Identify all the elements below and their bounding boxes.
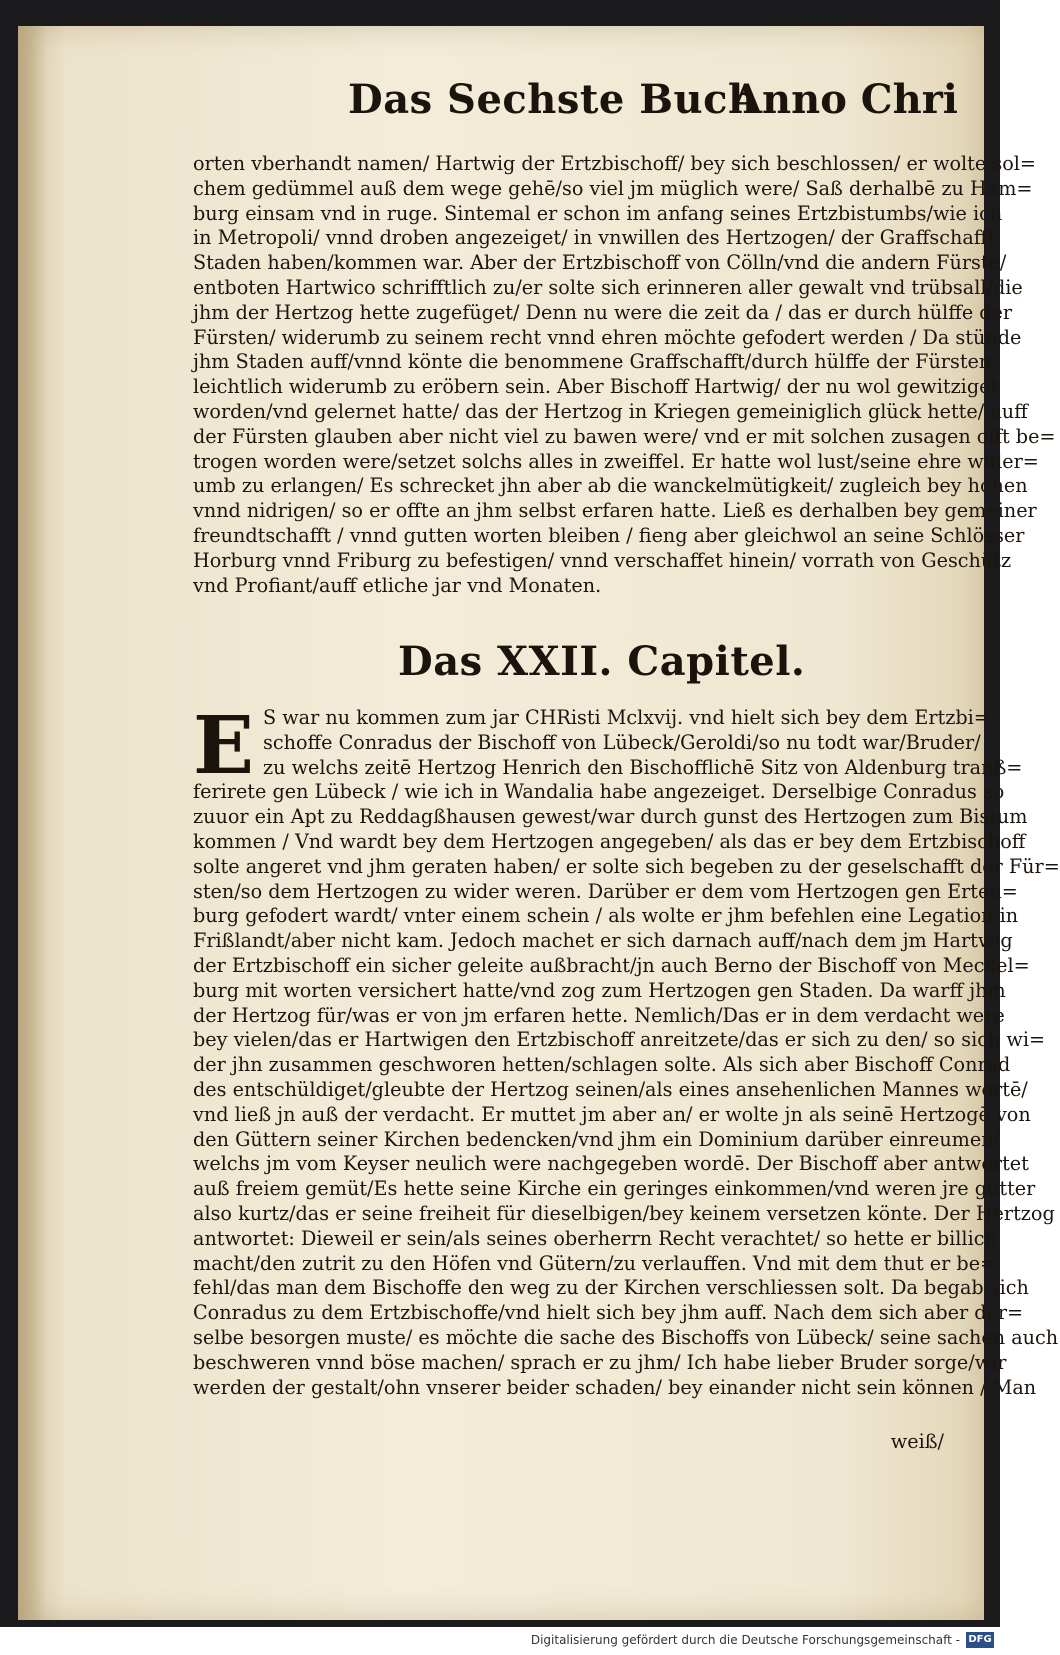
text-line: Conradus zu dem Ertzbischoffe/vnd hielt sich bey jhm auff. Nach dem sich aber der= (193, 1301, 1024, 1325)
text-line: also kurtz/das er seine freiheit für dieselbigen/bey keinem versetzen könte. Der Hertzog (193, 1201, 1055, 1225)
book-page (18, 26, 1060, 1620)
text-line: burg gefodert wardt/ vnter einem schein / als wolte er jhm befehlen eine Legation in (193, 904, 1019, 928)
running-header (348, 76, 958, 136)
text-line: Fürsten/ widerumb zu seinem recht vnnd ehren möchte gefodert werden / Da stünde (193, 325, 1022, 349)
text-line: Horburg vnnd Friburg zu befestigen/ vnnd verschaffet hinein/ vorrath von Geschütz (193, 548, 1012, 572)
text-line: trogen worden were/setzet solchs alles in zweiffel. Er hatte wol lust/seine ehre wider= (193, 449, 1039, 473)
paragraph-chapter-body (193, 698, 1060, 1400)
text-line: der jhn zusammen geschworen hetten/schlagen solte. Als sich aber Bischoff Conrad (193, 1053, 1011, 1077)
text-line: zuuor ein Apt zu Reddagßhausen gewest/war durch gunst des Hertzogen zum Bistum (193, 805, 1028, 829)
text-line: fehl/das man dem Bischoffe den weg zu der Kirchen verschliessen solt. Da begab sich (193, 1276, 1029, 1300)
text-line: burg mit worten versichert hatte/vnd zog zum Hertzogen gen Staden. Da warff jhm (193, 978, 1006, 1002)
text-line: der Fürsten glauben aber nicht viel zu bawen were/ vnd er mit solchen zusagen offt be= (193, 424, 1056, 448)
text-line: der Ertzbischoff ein sicher geleite außbracht/jn auch Berno der Bischoff von Meckel= (193, 953, 1030, 977)
text-line: vnnd nidrigen/ so er offte an jhm selbst erfaren hatte. Ließ es derhalben bey gemeiner (193, 499, 1037, 523)
text-line: vnd Profiant/auff etliche jar vnd Monaten. (193, 573, 602, 597)
text-line: freundtschafft / vnnd gutten worten bleiben / fieng aber gleichwol an seine Schlösser (193, 523, 1025, 547)
chapter-title: Das XXII. Capitel. (398, 638, 806, 685)
text-line: welchs jm vom Keyser neulich were nachgegeben wordē. Der Bischoff aber antwortet (193, 1152, 1029, 1176)
text-line: macht/den zutrit zu den Höfen vnd Gütern/zu verlauffen. Vnd mit dem thut er be= (193, 1251, 997, 1275)
text-line: solte angeret vnd jhm geraten haben/ er solte sich begeben zu der geselschafft der Für= (193, 854, 1060, 878)
text-line: umb zu erlangen/ Es schrecket jhn aber ab die wanckelmütigkeit/ zugleich bey hohen (193, 474, 1028, 498)
dfg-logo: DFG (966, 1632, 994, 1648)
drop-cap-initial: E (193, 698, 254, 792)
text-line: entboten Hartwico schrifftlich zu/er solte sich erinneren aller gewalt vnd trübsall/die (193, 275, 1023, 299)
footer-funding-text: Digitalisierung gefördert durch die Deutsche Forschungsgemeinschaft - (530, 1633, 960, 1647)
footer-bar (0, 1627, 1000, 1655)
text-line: den Güttern seiner Kirchen bedencken/vnd jhm ein Dominium darüber einreumen/ (193, 1127, 1001, 1151)
text-line: chem gedümmel auß dem wege gehē/so viel jm müglich were/ Saß derhalbē zu Ham= (193, 176, 1033, 200)
page-gutter (18, 26, 46, 1620)
text-line: ferirete gen Lübeck / wie ich in Wandalia habe angezeiget. Derselbige Conradus so (193, 780, 1005, 804)
text-line: in Metropoli/ vnnd droben angezeiget/ in vnwillen des Hertzogen/ der Graffschafft (193, 226, 996, 250)
text-line: orten vberhandt namen/ Hartwig der Ertzbischoff/ bey sich beschlossen/ er wolte sol= (193, 152, 1036, 175)
text-line: burg einsam vnd in ruge. Sintemal er schon im anfang seines Ertzbistumbs/wie ich (193, 201, 1003, 225)
text-line: der Hertzog für/was er von jm erfaren hette. Nemlich/Das er in dem verdacht were (193, 1003, 1005, 1027)
header-year-label: Anno Chri (731, 76, 958, 123)
text-line: jhm Staden auff/vnnd könte die benommene Graffschafft/durch hülffe der Fürsten (193, 350, 992, 374)
text-line: werden der gestalt/ohn vnserer beider schaden/ bey einander nicht sein können / Man (193, 1375, 1037, 1399)
text-line: S war nu kommen zum jar CHRisti Mclxvij. vnd hielt sich bey dem Ertzbi= (263, 706, 990, 729)
text-line: Staden haben/kommen war. Aber der Ertzbischoff von Cölln/vnd die andern Fürstē/ (193, 251, 1007, 275)
text-line: sten/so dem Hertzogen zu wider weren. Darüber er dem vom Hertzogen gen Erten= (193, 879, 1018, 903)
text-line: kommen / Vnd wardt bey dem Hertzogen angegeben/ als das er bey dem Ertzbischoff (193, 829, 1026, 853)
catchword: weiß/ (890, 1430, 944, 1453)
text-line: leichtlich widerumb zu eröbern sein. Aber Bischoff Hartwig/ der nu wol gewitziget (193, 375, 999, 399)
text-line: jhm der Hertzog hette zugefüget/ Denn nu were die zeit da / das er durch hülffe der (193, 300, 1013, 324)
text-line: selbe besorgen muste/ es möchte die sache des Bischoffs von Lübeck/ seine sachen auch (193, 1325, 1059, 1349)
text-line: beschweren vnnd böse machen/ sprach er zu jhm/ Ich habe lieber Bruder sorge/wir (193, 1350, 1007, 1374)
text-line: Frißlandt/aber nicht kam. Jedoch machet er sich darnach auff/nach dem jm Hartwig (193, 929, 1013, 953)
paragraph-continuation (193, 152, 1056, 598)
text-line: vnd ließ jn auß der verdacht. Er muttet jm aber an/ er wolte jn als seinē Hertzogē von (193, 1102, 1031, 1126)
text-line: des entschüldiget/gleubte der Hertzog seinen/als eines ansehenlichen Mannes wortē/ (193, 1077, 1028, 1101)
text-line: antwortet: Dieweil er sein/als seines oberherrn Recht verachtet/ so hette er billich (193, 1226, 997, 1250)
text-line: zu welchs zeitē Hertzog Henrich den Bischofflichē Sitz von Aldenburg tranß= (263, 755, 1023, 779)
text-line: auß freiem gemüt/Es hette seine Kirche ein geringes einkommen/vnd weren jre gütter (193, 1177, 1036, 1201)
text-line: schoffe Conradus der Bischoff von Lübeck/Geroldi/so nu todt war/Bruder/ (263, 730, 981, 754)
text-line: bey vielen/das er Hartwigen den Ertzbischoff anreitzete/das er sich zu den/ so sich wi= (193, 1028, 1046, 1052)
header-book-title: Das Sechste Buch (348, 76, 758, 123)
text-line: worden/vnd gelernet hatte/ das der Hertzog in Kriegen gemeiniglich glück hette/ auff (193, 399, 1028, 423)
